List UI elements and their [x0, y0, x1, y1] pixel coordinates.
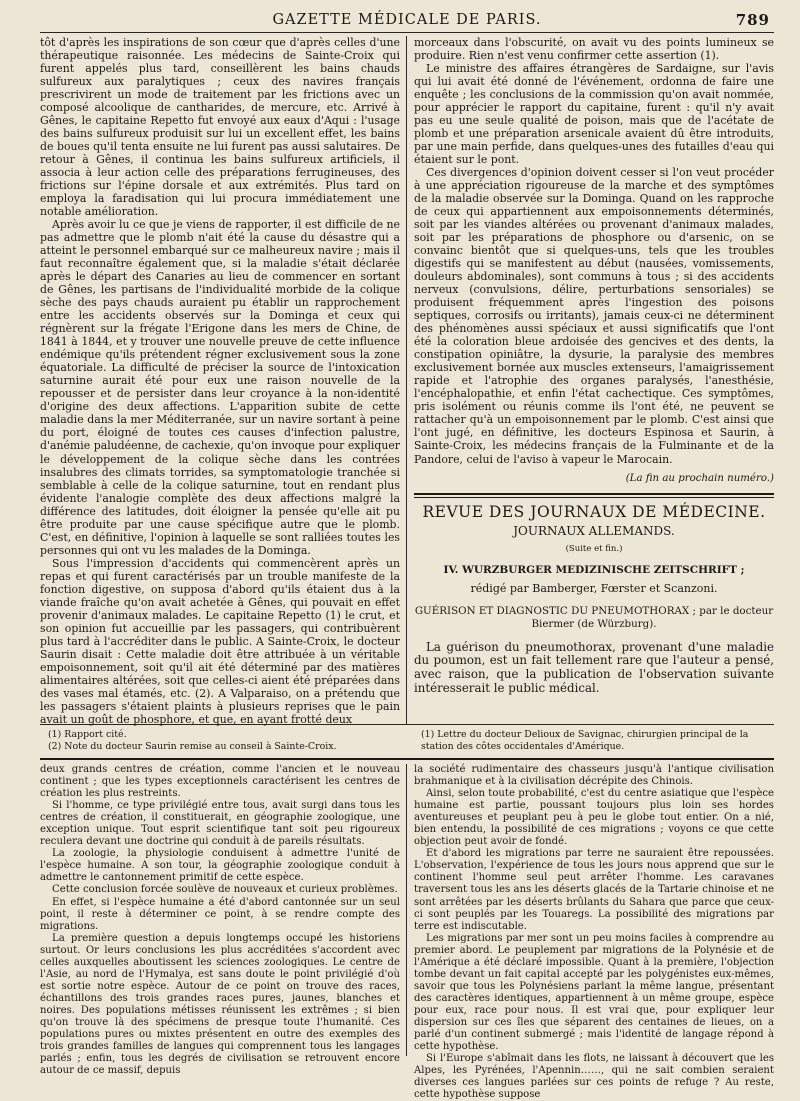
paragraph: tôt d'après les inspirations de son cœur que d'après celles d'une thérapeutique raisonnée. Les médecins de Sainte-Croix qui furent appelés plus tard, conseillèrent les bains chauds sulfureux aux paralytiques ; ceux des navires français prescrivirent un mode de traitement par les frictions avec un composé alcoolique de cantharides, de mercure, etc. Arrivé à Gênes, le capitaine Repetto fut envoyé aux eaux d'Aqui : l'usage des bains sulfureux produisit sur lui un excellent effet, les bains de boues qu'il tenta ensuite ne lui furent pas aussi salutaires. De retour à Gênes, il continua les bains sulfureux artificiels, il associa à leur action celle des préparations ferrugineuses, des frictions sur l'épine dorsale et aux extrémités. Plus tard on employa la faradisation qui lui procura immédiatement une notable amélioration.	[40, 36, 400, 219]
upper-left-column	[40, 36, 407, 724]
paragraph: morceaux dans l'obscurité, on avait vu des points lumineux se produire. Rien n'est venu confirmer cette assertion (1).	[414, 36, 774, 63]
revue-note: (Suite et fin.)	[565, 543, 623, 554]
lower-section	[40, 764, 774, 1101]
footnotes	[40, 724, 774, 760]
paragraph: La zoologie, la physiologie conduisent à admettre l'unité de l'espèce humaine. A son tour, la géographie zoologique conduit à admettre le cantonnement primitif de cette espèce.	[40, 848, 400, 884]
paragraph: Le ministre des affaires étrangères de Sardaigne, sur l'avis qui lui avait été donné de l'événement, ordonna de faire une enquête ; les conclusions de la commission qu'on avait nommée, pour apprécier le rapport du capitaine, furent : qu'il n'y avait pas eu une seule qualité de poison, mais que de l'acétate de plomb et une préparation arsenicale avaient dû être introduits, par une main perfide, dans quelques-unes des futailles d'eau qui étaient sur le pont.	[414, 62, 774, 167]
paragraph: deux grands centres de création, comme l'ancien et le nouveau continent ; que les types exceptionnels caractérisent les centres de création les plus restreints.	[40, 764, 400, 800]
footnotes-right	[407, 729, 774, 758]
paragraph: Et d'abord les migrations par terre ne sauraient être repoussées. L'observation, l'expérience de tous les jours nous apprend que sur le continent l'homme seul peut arrêter l'homme. Les caravanes traversent tous les ans les déserts glacés de la Tartarie chinoise et ne sont arrêtées par les déserts brûlants du Sahara que parce que ceux-ci sont peuplés par les Touaregs. La possibilité des migrations par terre est indiscutable.	[414, 848, 774, 932]
section-divider	[414, 497, 774, 498]
section-divider	[414, 493, 774, 495]
upper-right-column	[407, 36, 774, 724]
paragraph: Sous l'impression d'accidents qui commencèrent après un repas et qui furent caractérisés par un trouble manifeste de la fonction digestive, on supposa d'abord qu'ils étaient dus à la viande fraîche qu'on avait achetée à Gênes, qui pouvait en effet provenir d'animaux malades. Le capitaine Repetto (1) le crut, et son opinion fut accueillie par les passagers, qui contribuèrent plus tard à l'accréditer dans le public. A Sainte-Croix, le docteur Saurin disait : Cette maladie doit être attribuée à un véritable empoisonnement, soit qu'il ait été déterminé par des matières alimentaires altérées, soit que celles-ci aient été préparées dans des vases mal étamés, etc. (2). A Valparaiso, on a prétendu que les passagers s'étaient plaints à plusieurs reprises que le pain avait un goût de phosphore, et que, en ayant frotté deux	[40, 556, 400, 726]
journal-title: GAZETTE MÉDICALE DE PARIS.	[272, 12, 542, 28]
paragraph: Après avoir lu ce que je viens de rapporter, il est difficile de ne pas admettre que le plomb n'ait été la cause du désastre qui a atteint le personnel embarqué sur ce malheureux navire ; mais il faut reconnaître également que, si la maladie s'était déclarée après le départ des Canaries au lieu de commencer en sortant de Gênes, les partisans de l'individualité morbide de la colique sèche des pays chauds auraient pu établir un rapprochement entre les accidents observés sur la Dominga et ceux qui régnèrent sur la frégate l'Erigone dans les mers de Chine, de 1841 à 1844, et y trouver une nouvelle preuve de cette influence endémique qu'ils prétendent régner exclusivement sous la zone équatoriale. La difficulté de préciser la source de l'intoxication saturnine aurait été pour eux une raison nouvelle de la repousser et de persister dans leur croyance à la non-identité d'origine des deux affections. L'apparition subite de cette maladie dans la mer Méditerranée, sur un navire sortant à peine du port, éloigné de toutes ces causes d'infection palustre, d'anémie paludéenne, de cachexie, qu'on invoque pour expliquer le développement de la colique sèche dans les contrées insalubres des climats torrides, sa symptomatologie tranchée si semblable à celle de la colique saturnine, tout en rendant plus évidente l'analogie complète des deux affections malgré la différence des latitudes, doit éloigner la pensée qu'elle ait pu être produite par une cause spécifique autre que le plomb. C'est, en définitive, l'opinion à laquelle se sont ralliées toutes les personnes qui ont vu les malades de la Dominga.	[40, 218, 400, 557]
paragraph: Ces divergences d'opinion doivent cesser si l'on veut procéder à une appréciation rigoureuse de la marche et des symptômes de la maladie observée sur la Dominga. Quand on les rapproche de ceux qui appartiennent aux empoisonnements déterminés, soit par les viandes altérées ou provenant d'animaux malades, soit par les préparations de phosphore ou d'arsenic, on se convainc bientôt que si quelques-uns, tels que les troubles digestifs qui se manifestent au début (nausées, vomissements, douleurs abdominales), sont communs à tous ; si des accidents nerveux (convulsions, délire, perturbations sensoriales) se produisent fréquemment après l'ingestion des poisons septiques, corrosifs ou irritants), jamais ceux-ci ne déterminent des phénomènes aussi spéciaux et aussi significatifs que l'ont été la coloration bleue ardoisée des gencives et des dents, la constipation opiniâtre, la dysurie, la paralysie des membres exclusivement bornée aux muscles extenseurs, l'amaigrissement rapide et l'atrophie des organes paralysés, l'anesthésie, l'encéphalopathie, et enfin l'état cachectique. Ces symptômes, pris isolément ou réunis comme ils l'ont été, ne peuvent se rattacher qu'à un empoisonnement par le plomb. C'est ainsi que l'ont jugé, en définitive, les docteurs Espinosa et Saurin, à Sainte-Croix, les médecins français de la Fulminante et de la Pandore, celui de l'aviso à vapeur le Marocain.	[414, 166, 774, 466]
footnote: (1) Lettre du docteur Delioux de Savignac, chirurgien principal de la station des côtes occidentales d'Amérique.	[421, 729, 749, 752]
lower-right-column	[407, 764, 774, 1101]
paragraph: la société rudimentaire des chasseurs jusqu'à l'antique civilisation brahmanique et à la civilisation décrépite des Chinois.	[414, 764, 774, 788]
page-number: 789	[735, 11, 770, 29]
paragraph: La première question a depuis longtemps occupé les historiens surtout. Or leurs conclusions les plus accréditées s'accordent avec celles auxquelles aboutissent les sciences zoologiques. Le centre de l'Asie, au nord de l'Hymalya, est sans doute le point privilégié d'où est sortie notre espèce. Autour de ce point on trouve des races, échantillons des trois grandes races pures, jaunes, blanches et noires. Des populations métisses réunissent les extrêmes ; si bien qu'on trouve là des spécimens de presque toute l'humanité. Ces populations pures ou mixtes présentent en outre des exemples des trois grandes familles de langues qui comprennent tous les langages parlés ; enfin, tous les degrés de civilisation se retrouvent encore autour de ce massif, depuis	[40, 932, 400, 1077]
revue-paragraph: La guérison du pneumothorax, provenant d'une maladie du poumon, est un fait tellement rare que l'auteur a pensé, avec raison, que la publication de l'observation suivante intéresserait le public médical.	[414, 639, 774, 695]
continuation-note: (La fin au prochain numéro.)	[625, 472, 774, 484]
lower-left-column	[40, 764, 407, 1077]
paragraph: Cette conclusion forcée soulève de nouveaux et curieux problèmes.	[52, 884, 398, 896]
revue-subtitle: JOURNAUX ALLEMANDS.	[513, 523, 675, 538]
paragraph: Si l'homme, ce type privilégié entre tous, avait surgi dans tous les centres de création, il constituerait, en géographie zoologique, une exception unique. Tout esprit scientifique tant soit peu rigoureux reculera devant une doctrine qui conduit à de pareils résultats.	[40, 800, 400, 848]
revue-journal: IV. WURZBURGER MEDIZINISCHE ZEITSCHRIFT ;	[443, 563, 745, 576]
paragraph: Les migrations par mer sont un peu moins faciles à comprendre au premier abord. Le peuplement par migrations de la Polynésie et de l'Amérique a été déclaré impossible. Quant à la première, l'objection tombe devant un fait capital accepté par les polygénistes eux-mêmes, savoir que tous les Polynésiens parlant la même langue, présentant des caractères identiques, appartiennent à un même groupe, espèce pour eux, race pour nous. Il est vrai que, pour expliquer leur dispersion sur ces îles que séparent des centaines de lieues, on a parlé d'un continent submergé ; mais l'identité de langage répond à cette hypothèse.	[414, 932, 774, 1053]
footnotes-left	[40, 729, 407, 758]
footnote: (1) Rapport cité.	[48, 729, 127, 740]
upper-section	[40, 36, 774, 724]
revue-editors: rédigé par Bamberger, Fœrster et Scanzoni.	[470, 581, 718, 595]
paragraph: Si l'Europe s'abîmait dans les flots, ne laissant à découvert que les Alpes, les Pyrénées, l'Apennin……, qui ne sait combien seraient diverses ces langues parlées sur ces points de refuge ? Au reste, cette hypothèse suppose	[414, 1053, 774, 1101]
footnote: (2) Note du docteur Saurin remise au conseil à Sainte-Croix.	[48, 740, 337, 752]
revue-title: REVUE DES JOURNAUX DE MÉDECINE.	[422, 502, 766, 521]
paragraph: Ainsi, selon toute probabilité, c'est du centre asiatique que l'espèce humaine est partie, poussant toujours plus loin ses hordes aventureuses et peuplant peu à peu le globe tout entier. On a nié, bien entendu, la possibilité de ces migrations ; voyons ce que cette objection peut avoir de fondé.	[414, 788, 774, 848]
revue-article-title: GUÉRISON ET DIAGNOSTIC DU PNEUMOTHORAX ; par le docteur Biermer (de Würzburg).	[414, 604, 774, 630]
page-header	[40, 10, 774, 33]
paragraph: En effet, si l'espèce humaine a été d'abord cantonnée sur un seul point, il reste à déterminer ce point, à se rendre compte des migrations.	[40, 896, 400, 932]
